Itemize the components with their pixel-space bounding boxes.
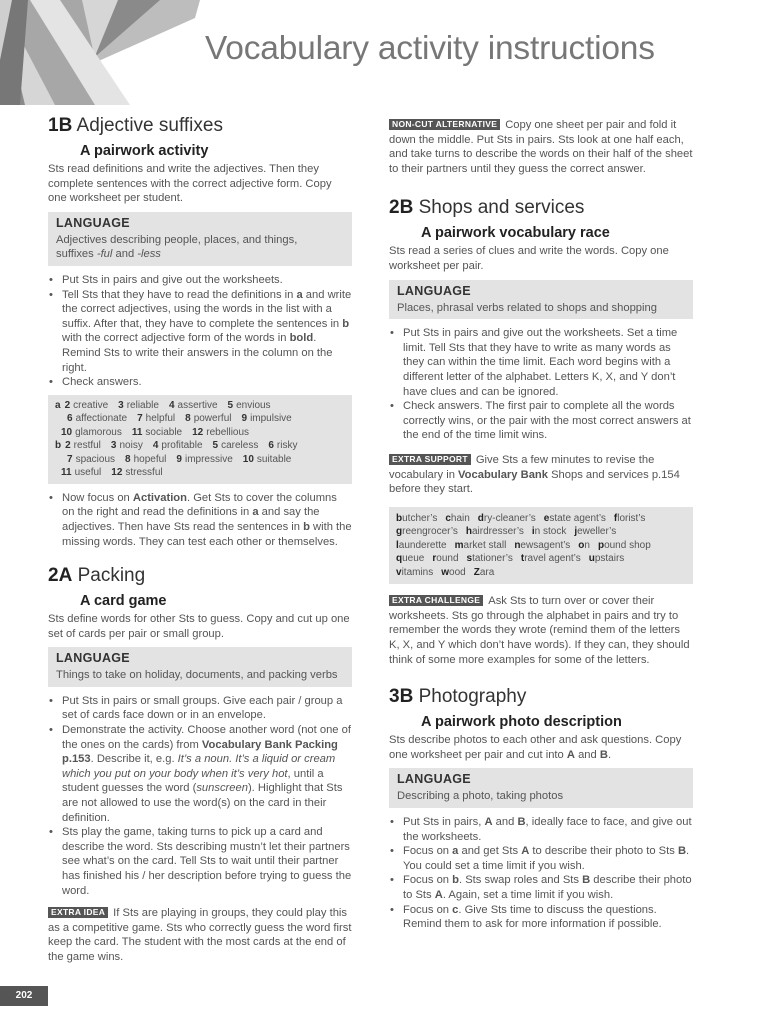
extra-challenge-tag: EXTRA CHALLENGE bbox=[389, 595, 483, 606]
non-cut-alternative: NON-CUT ALTERNATIVE Copy one sheet per pair and fold it down the middle. Put Sts in pairs. Sts look at one half each, and take turns to describe the words on their half of the sheet to their partners until they guess the correct answer. bbox=[389, 119, 693, 175]
list-item: • Put Sts in pairs and give out the worksheets. bbox=[48, 273, 352, 288]
extra-idea: EXTRA IDEA If Sts are playing in groups, they could play this as a competitive game. Sts who correctly guess the word first keep the card. The student with the most cards at the end of the game wins. bbox=[48, 907, 352, 963]
language-desc: Things to take on holiday, documents, and packing verbs bbox=[56, 669, 338, 682]
language-desc: Adjectives describing people, places, and things, suffixes -ful and -less bbox=[56, 233, 298, 261]
section-2a bbox=[48, 564, 352, 964]
language-desc: Describing a photo, taking photos bbox=[397, 790, 564, 803]
section-1b bbox=[48, 114, 352, 549]
activity-subtitle: A pairwork activity bbox=[80, 143, 209, 159]
section-heading: 1B Adjective suffixes bbox=[48, 115, 223, 136]
section-heading: 3B Photography bbox=[389, 686, 527, 708]
right-column bbox=[389, 118, 693, 932]
language-title: LANGUAGE bbox=[56, 651, 130, 666]
activity-subtitle: A pairwork photo description bbox=[421, 714, 622, 731]
list-item: • Put Sts in pairs or small groups. Give each pair / group a set of cards face down or in an envelope. bbox=[48, 694, 352, 723]
list-item: • Sts play the game, taking turns to pick up a card and describe the word. Sts describing mustn’t let their partners see what’s on the card. Tell Sts to wait until their partner has finished his / her description before trying to guess the word. bbox=[48, 825, 352, 898]
answer-words-box: butcher’s chain dry-cleaner’s estate agent’s florist’s greengrocer’s hairdresser’s in stock jeweller’s launderette market stall newsagent’s on pound shop queue round stationer’s travel agent’s upstairs vitamins wood Zara bbox=[389, 507, 693, 585]
language-box bbox=[48, 647, 352, 687]
section-heading: 2B Shops and services bbox=[389, 197, 585, 219]
extra-idea-tag: EXTRA IDEA bbox=[48, 907, 108, 918]
language-title: LANGUAGE bbox=[397, 283, 471, 298]
list-item: • Check answers. bbox=[48, 375, 352, 390]
left-column bbox=[48, 114, 352, 965]
language-title: LANGUAGE bbox=[397, 772, 471, 787]
extra-challenge: EXTRA CHALLENGE Ask Sts to turn over or cover their worksheets. Sts go through the alphabet in pairs and try to remember the words they wrote (remind them of the letters K, X, and Y which don’t have words). If they can, they should think of some more examples for some of the letters. bbox=[389, 595, 690, 666]
extra-support-tag: EXTRA SUPPORT bbox=[389, 454, 471, 465]
list-item: • Tell Sts that they have to read the definitions in a and write the correct adjectives, using the words in the list with a suffix. After that, they have to complete the sentences in b with the correct adjective form of the words in bold. Remind Sts to write their answers in the column on the right. bbox=[48, 288, 352, 376]
list-item: • Put Sts in pairs, A and B, ideally face to face, and give out the worksheets. bbox=[389, 815, 693, 844]
section-heading: 2A Packing bbox=[48, 565, 146, 587]
section-3b bbox=[389, 685, 693, 932]
list-item: • Focus on b. Sts swap roles and Sts B describe their photo to Sts A. Again, set a time limit if you wish. bbox=[389, 873, 693, 902]
intro-text: Sts describe photos to each other and ask questions. Copy one worksheet per pair and cut into A and B. bbox=[389, 734, 682, 761]
intro-text: Sts read a series of clues and write the words. Copy one worksheet per pair. bbox=[389, 245, 669, 272]
instruction-list bbox=[48, 694, 352, 898]
activity-subtitle: A pairwork vocabulary race bbox=[421, 225, 610, 242]
language-box bbox=[48, 212, 352, 266]
list-item: • Check answers. The first pair to complete all the words correctly wins, or the pair with the most correct answers at the end of the time limit wins. bbox=[389, 399, 693, 443]
list-item: • Demonstrate the activity. Choose another word (not one of the ones on the cards) from Vocabulary Bank Packing p.153. Describe it, e.g. It’s a noun. It’s a liquid or cream which you put on your body when it’s very hot, until a student guesses the word (sunscreen). Highlight that Sts are not allowed to use the word(s) on the card in their definition. bbox=[48, 723, 352, 825]
page-title: Vocabulary activity instructions bbox=[205, 30, 655, 67]
instruction-list bbox=[48, 273, 352, 390]
list-item: • Put Sts in pairs and give out the worksheets. Set a time limit. Tell Sts that they have to write as many words as they can within the time limit. Each word begins with a different letter of the alphabet. Letters K, X, and Y don’t have clues and can be ignored. bbox=[389, 326, 693, 399]
page-number: 202 bbox=[0, 986, 48, 1006]
language-box bbox=[389, 768, 693, 808]
list-item: • Focus on c. Give Sts time to discuss the questions. Remind them to ask for more information if possible. bbox=[389, 903, 693, 932]
non-cut-alternative-tag: NON-CUT ALTERNATIVE bbox=[389, 119, 500, 130]
intro-text: Sts define words for other Sts to guess. Copy and cut up one set of cards per pair or small group. bbox=[48, 613, 350, 640]
corner-fan-decoration bbox=[0, 0, 200, 105]
section-2b bbox=[389, 196, 693, 667]
language-title: LANGUAGE bbox=[56, 215, 130, 230]
instruction-list bbox=[389, 815, 693, 932]
answer-key: a 2 creative 3 reliable 4 assertive 5 envious 6 affectionate 7 helpful 8 powerful 9 impulsive 10 glamorous 11 sociable 12 rebellious b 2 restful 3 noisy 4 profitable 5 careless 6 risky 7 spacious 8 hopeful 9 impressive 10 suitable 11 useful 12 stressful bbox=[48, 395, 352, 484]
instruction-list bbox=[389, 326, 693, 443]
language-desc: Places, phrasal verbs related to shops and shopping bbox=[397, 301, 657, 314]
intro-text: Sts read definitions and write the adjectives. Then they complete sentences with the correct adjective form. Copy one worksheet per student. bbox=[48, 163, 332, 205]
instruction-list bbox=[48, 491, 352, 549]
language-box bbox=[389, 280, 693, 320]
extra-support: EXTRA SUPPORT Give Sts a few minutes to revise the vocabulary in Vocabulary Bank Shops and services p.154 before they start. bbox=[389, 453, 680, 496]
activity-subtitle: A card game bbox=[80, 593, 167, 610]
list-item: • Focus on a and get Sts A to describe their photo to Sts B. You could set a time limit if you wish. bbox=[389, 844, 693, 873]
list-item: • Now focus on Activation. Get Sts to cover the columns on the right and read the definitions in a and say the adjectives. Then have Sts read the sentences in b with the missing words. They can test each other or themselves. bbox=[48, 491, 352, 549]
